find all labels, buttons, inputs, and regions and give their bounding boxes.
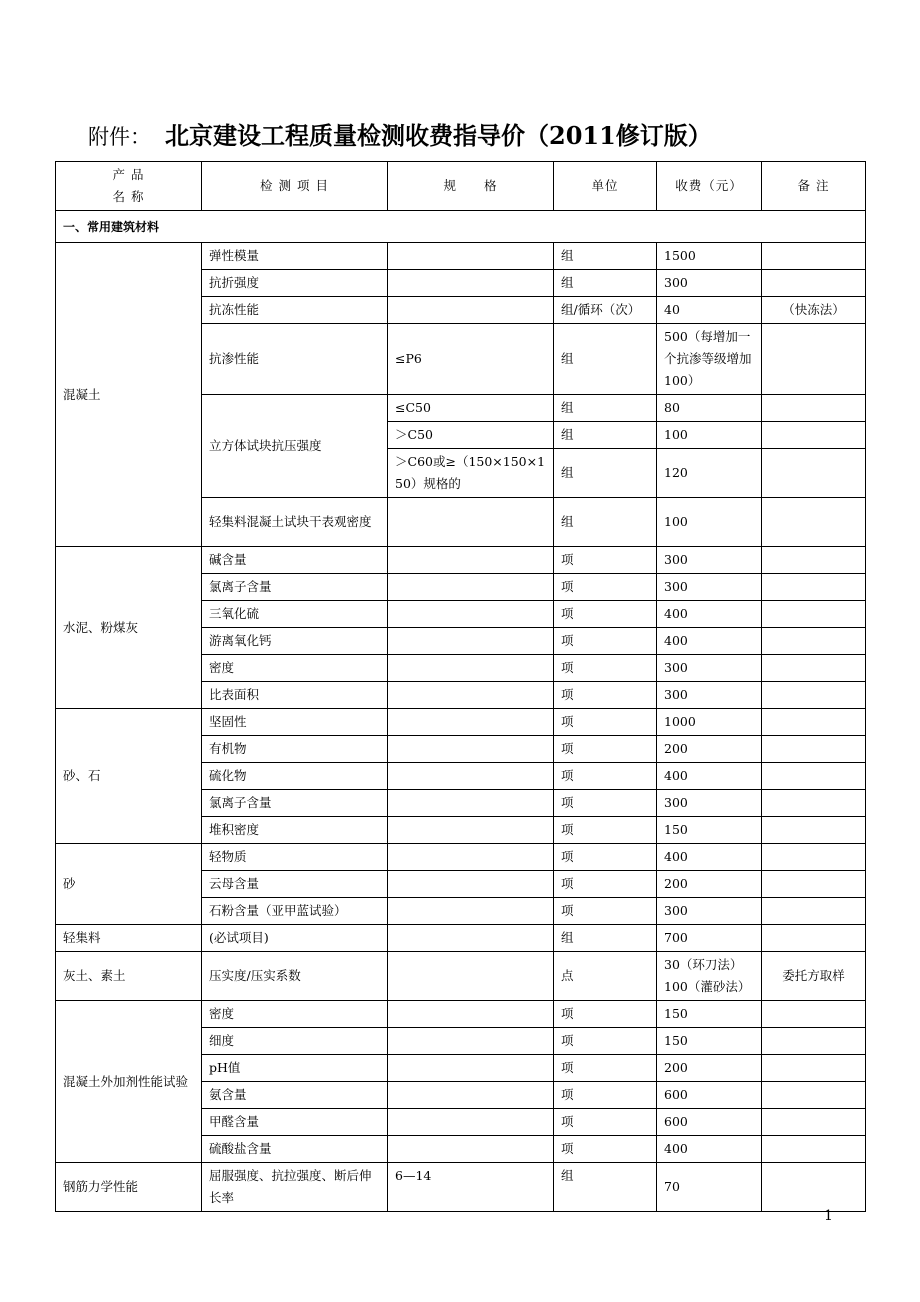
unit-cell: 组 [554, 925, 657, 952]
header-item: 检 测 项 目 [202, 162, 388, 211]
item-cell: 轻集料混凝土试块干表观密度 [202, 498, 388, 547]
item-cell: 云母含量 [202, 871, 388, 898]
remark-cell: 委托方取样 [762, 952, 866, 1001]
fee-cell [657, 952, 762, 1001]
spec-cell [388, 817, 554, 844]
spec-cell [388, 1136, 554, 1163]
remark-cell [762, 243, 866, 270]
remark-cell [762, 1001, 866, 1028]
spec-cell [388, 574, 554, 601]
item-cell: 氯离子含量 [202, 574, 388, 601]
fee-cell: 200 [657, 871, 762, 898]
item-cell: 弹性模量 [202, 243, 388, 270]
unit-cell: 项 [554, 844, 657, 871]
unit-cell: 项 [554, 817, 657, 844]
fee-line: 30（环刀法） [664, 957, 743, 972]
spec-cell: ＞C50 [388, 422, 554, 449]
spec-cell [388, 952, 554, 1001]
remark-cell [762, 547, 866, 574]
remark-cell [762, 709, 866, 736]
table-header-row [56, 162, 866, 211]
remark-cell [762, 817, 866, 844]
unit-cell: 项 [554, 1028, 657, 1055]
remark-cell [762, 1136, 866, 1163]
section-row [56, 211, 866, 243]
remark-cell [762, 844, 866, 871]
item-cell: 密度 [202, 1001, 388, 1028]
spec-cell [388, 1001, 554, 1028]
item-cell: 氯离子含量 [202, 790, 388, 817]
fee-cell: 100 [657, 422, 762, 449]
unit-cell: 项 [554, 1082, 657, 1109]
unit-cell: 组 [554, 498, 657, 547]
fee-cell: 120 [657, 449, 762, 498]
remark-cell [762, 1028, 866, 1055]
spec-cell [388, 871, 554, 898]
item-cell: 抗冻性能 [202, 297, 388, 324]
unit-cell: 组/循环（次） [554, 297, 657, 324]
spec-cell [388, 655, 554, 682]
fee-cell: 100 [657, 498, 762, 547]
item-cell: 抗渗性能 [202, 324, 388, 395]
product-name: 砂、石 [56, 709, 202, 844]
item-cell: 立方体试块抗压强度 [202, 395, 388, 498]
unit-cell: 组 [554, 324, 657, 395]
remark-cell [762, 1163, 866, 1212]
remark-cell [762, 871, 866, 898]
title-main: 北京建设工程质量检测收费指导价（2011修订版） [165, 121, 712, 150]
fee-cell: 300 [657, 270, 762, 297]
item-cell: 石粉含量（亚甲蓝试验） [202, 898, 388, 925]
unit-cell: 项 [554, 1136, 657, 1163]
spec-cell [388, 628, 554, 655]
page-number: 1 [824, 1208, 833, 1224]
table-row [56, 1001, 866, 1028]
item-cell: 比表面积 [202, 682, 388, 709]
spec-cell [388, 1028, 554, 1055]
fee-cell: 150 [657, 817, 762, 844]
product-name: 水泥、粉煤灰 [56, 547, 202, 709]
header-product [56, 162, 202, 211]
fee-cell: 300 [657, 898, 762, 925]
table-row [56, 547, 866, 574]
unit-cell: 项 [554, 871, 657, 898]
remark-cell: （快冻法） [762, 297, 866, 324]
unit-cell: 项 [554, 1055, 657, 1082]
fee-cell: 70 [657, 1163, 762, 1212]
unit-cell: 组 [554, 243, 657, 270]
fee-cell: 400 [657, 601, 762, 628]
unit-cell: 项 [554, 709, 657, 736]
header-product-line2: 名 称 [112, 189, 145, 204]
unit-cell: 组 [554, 422, 657, 449]
fee-cell: 300 [657, 682, 762, 709]
fee-cell: 150 [657, 1028, 762, 1055]
fee-cell: 400 [657, 628, 762, 655]
remark-cell [762, 324, 866, 395]
title-prefix: 附件： [88, 125, 151, 149]
spec-cell: ≤P6 [388, 324, 554, 395]
item-cell: 细度 [202, 1028, 388, 1055]
item-cell: 碱含量 [202, 547, 388, 574]
spec-cell [388, 1109, 554, 1136]
item-cell: pH值 [202, 1055, 388, 1082]
spec-cell [388, 790, 554, 817]
fee-cell: 1500 [657, 243, 762, 270]
item-cell: 密度 [202, 655, 388, 682]
unit-cell: 组 [554, 395, 657, 422]
unit-cell: 点 [554, 952, 657, 1001]
fee-cell: 40 [657, 297, 762, 324]
unit-cell: 项 [554, 790, 657, 817]
spec-cell [388, 736, 554, 763]
fee-cell: 300 [657, 547, 762, 574]
product-name: 混凝土 [56, 243, 202, 547]
item-cell: (必试项目) [202, 925, 388, 952]
unit-cell: 项 [554, 1109, 657, 1136]
fee-cell: 400 [657, 763, 762, 790]
unit-cell: 项 [554, 682, 657, 709]
fee-cell: 600 [657, 1082, 762, 1109]
header-remark: 备 注 [762, 162, 866, 211]
item-cell: 抗折强度 [202, 270, 388, 297]
item-cell: 坚固性 [202, 709, 388, 736]
spec-cell: ≤C50 [388, 395, 554, 422]
header-fee: 收费（元） [657, 162, 762, 211]
product-name: 砂 [56, 844, 202, 925]
fee-cell: 700 [657, 925, 762, 952]
remark-cell [762, 763, 866, 790]
spec-cell [388, 243, 554, 270]
unit-cell: 项 [554, 763, 657, 790]
remark-cell [762, 1109, 866, 1136]
unit-cell: 组 [554, 449, 657, 498]
fee-table [55, 161, 866, 1212]
fee-cell: 150 [657, 1001, 762, 1028]
unit-cell: 项 [554, 628, 657, 655]
remark-cell [762, 682, 866, 709]
remark-cell [762, 422, 866, 449]
table-row [56, 952, 866, 1001]
spec-cell: 6—14 [388, 1163, 554, 1212]
document-title [88, 116, 888, 156]
remark-cell [762, 925, 866, 952]
fee-cell: 200 [657, 1055, 762, 1082]
spec-cell [388, 709, 554, 736]
fee-cell: 400 [657, 1136, 762, 1163]
unit-cell: 项 [554, 574, 657, 601]
product-name: 轻集料 [56, 925, 202, 952]
fee-line: 100（灌砂法） [664, 979, 751, 994]
spec-cell [388, 297, 554, 324]
table-row [56, 1163, 866, 1212]
unit-cell: 项 [554, 655, 657, 682]
remark-cell [762, 498, 866, 547]
fee-cell: 300 [657, 655, 762, 682]
spec-cell [388, 270, 554, 297]
remark-cell [762, 736, 866, 763]
fee-cell: 500（每增加一个抗渗等级增加100） [657, 324, 762, 395]
fee-cell: 600 [657, 1109, 762, 1136]
unit-cell: 组 [554, 1163, 657, 1212]
spec-cell [388, 547, 554, 574]
unit-cell: 项 [554, 898, 657, 925]
remark-cell [762, 790, 866, 817]
table-row [56, 709, 866, 736]
item-cell: 三氧化硫 [202, 601, 388, 628]
spec-cell [388, 844, 554, 871]
item-cell: 轻物质 [202, 844, 388, 871]
product-name: 混凝土外加剂性能试验 [56, 1001, 202, 1163]
table-row [56, 844, 866, 871]
table-row [56, 243, 866, 270]
header-spec: 规 格 [388, 162, 554, 211]
item-cell: 有机物 [202, 736, 388, 763]
unit-cell: 项 [554, 1001, 657, 1028]
header-product-line1: 产 品 [112, 167, 145, 182]
unit-cell: 组 [554, 270, 657, 297]
fee-cell: 80 [657, 395, 762, 422]
remark-cell [762, 449, 866, 498]
remark-cell [762, 1055, 866, 1082]
item-cell: 硫化物 [202, 763, 388, 790]
item-cell: 氨含量 [202, 1082, 388, 1109]
spec-cell [388, 682, 554, 709]
remark-cell [762, 655, 866, 682]
fee-cell: 300 [657, 574, 762, 601]
remark-cell [762, 628, 866, 655]
remark-cell [762, 574, 866, 601]
fee-cell: 200 [657, 736, 762, 763]
spec-cell [388, 601, 554, 628]
product-name: 灰土、素土 [56, 952, 202, 1001]
unit-cell: 项 [554, 601, 657, 628]
remark-cell [762, 395, 866, 422]
section-title: 一、常用建筑材料 [56, 211, 866, 243]
item-cell: 堆积密度 [202, 817, 388, 844]
item-cell: 屈服强度、抗拉强度、断后伸长率 [202, 1163, 388, 1212]
fee-cell: 300 [657, 790, 762, 817]
spec-cell [388, 925, 554, 952]
spec-cell [388, 498, 554, 547]
fee-cell: 1000 [657, 709, 762, 736]
remark-cell [762, 270, 866, 297]
spec-cell [388, 898, 554, 925]
spec-cell: ＞C60或≥（150×150×150）规格的 [388, 449, 554, 498]
spec-cell [388, 763, 554, 790]
item-cell: 压实度/压实系数 [202, 952, 388, 1001]
item-cell: 游离氧化钙 [202, 628, 388, 655]
spec-cell [388, 1082, 554, 1109]
item-cell: 甲醛含量 [202, 1109, 388, 1136]
header-unit: 单位 [554, 162, 657, 211]
product-name: 钢筋力学性能 [56, 1163, 202, 1212]
table-row [56, 925, 866, 952]
item-cell: 硫酸盐含量 [202, 1136, 388, 1163]
unit-cell: 项 [554, 736, 657, 763]
remark-cell [762, 898, 866, 925]
fee-cell: 400 [657, 844, 762, 871]
spec-cell [388, 1055, 554, 1082]
remark-cell [762, 601, 866, 628]
remark-cell [762, 1082, 866, 1109]
unit-cell: 项 [554, 547, 657, 574]
